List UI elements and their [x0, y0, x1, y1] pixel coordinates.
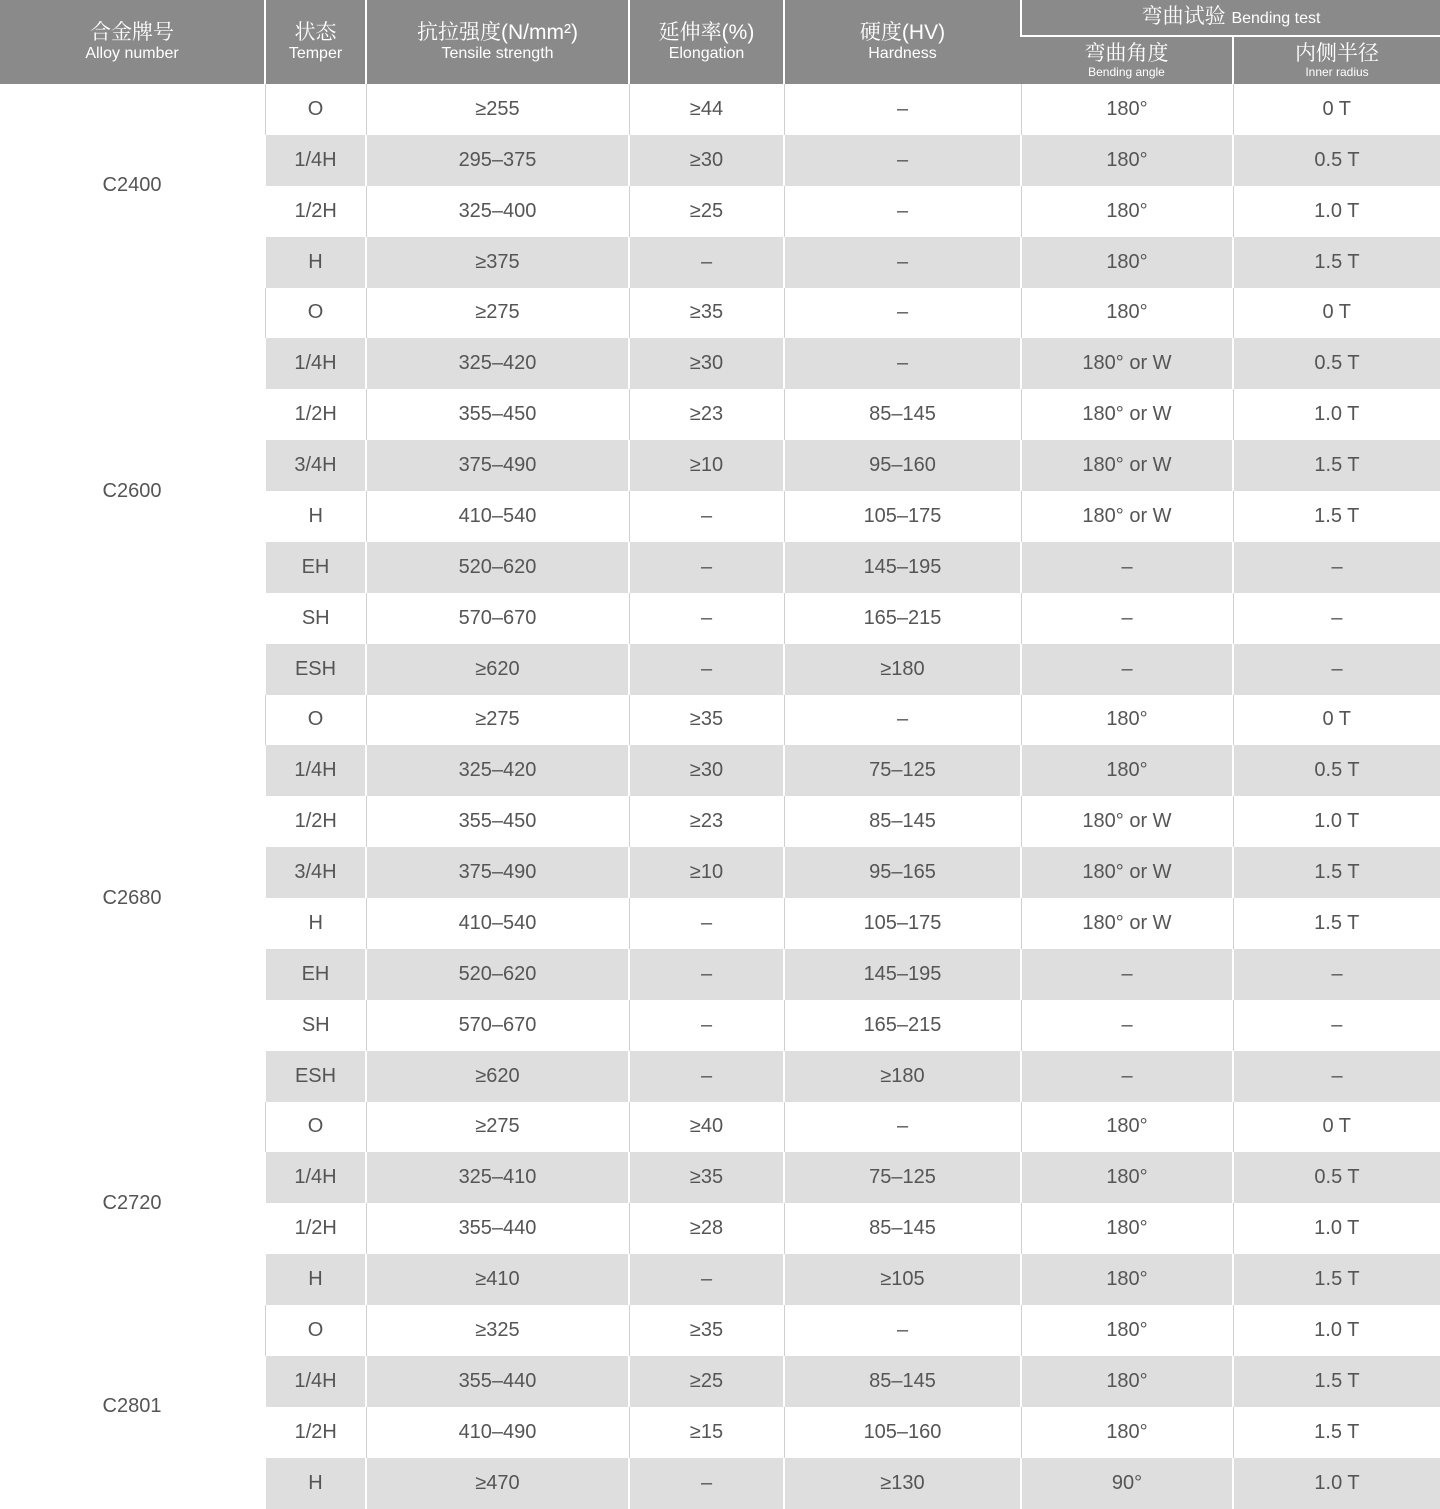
- bending-angle-cell: 180°: [1021, 745, 1233, 796]
- bending-angle-cell: –: [1021, 1000, 1233, 1051]
- elongation-cell: –: [629, 237, 784, 288]
- inner-radius-cell: 0 T: [1233, 84, 1440, 135]
- alloy-cell: C2600: [0, 288, 265, 695]
- elongation-cell: ≥30: [629, 745, 784, 796]
- inner-radius-cell: 1.5 T: [1233, 1254, 1440, 1305]
- hardness-cell: 85–145: [784, 1203, 1021, 1254]
- inner-radius-cell: 1.0 T: [1233, 1203, 1440, 1254]
- temper-cell: 1/4H: [265, 338, 366, 389]
- elongation-cell: –: [629, 593, 784, 644]
- header-hardness: [784, 0, 1021, 84]
- hardness-cell: –: [784, 135, 1021, 186]
- temper-cell: H: [265, 1458, 366, 1509]
- tensile-cell: ≥255: [366, 84, 629, 135]
- header-alloy: [0, 0, 265, 84]
- inner-radius-cell: 0.5 T: [1233, 745, 1440, 796]
- bending-angle-cell: 180°: [1021, 1254, 1233, 1305]
- tensile-cell: ≥275: [366, 1102, 629, 1153]
- temper-cell: ESH: [265, 1051, 366, 1102]
- bending-angle-cell: 180° or W: [1021, 389, 1233, 440]
- tensile-cell: 410–540: [366, 491, 629, 542]
- temper-cell: SH: [265, 1000, 366, 1051]
- hardness-cell: –: [784, 186, 1021, 237]
- inner-radius-cell: 1.5 T: [1233, 1407, 1440, 1458]
- temper-cell: ESH: [265, 644, 366, 695]
- tensile-cell: 295–375: [366, 135, 629, 186]
- table-row: [0, 84, 1440, 135]
- temper-cell: O: [265, 1102, 366, 1153]
- bending-angle-cell: 180°: [1021, 1305, 1233, 1356]
- temper-cell: 3/4H: [265, 847, 366, 898]
- inner-radius-cell: 0 T: [1233, 695, 1440, 746]
- bending-angle-cell: 180° or W: [1021, 338, 1233, 389]
- inner-radius-cell: –: [1233, 1051, 1440, 1102]
- inner-radius-cell: –: [1233, 949, 1440, 1000]
- header-tensile-en: Tensile strength: [441, 44, 554, 62]
- tensile-cell: ≥620: [366, 644, 629, 695]
- hardness-cell: –: [784, 1102, 1021, 1153]
- bending-angle-cell: 180°: [1021, 84, 1233, 135]
- table-header: [0, 0, 1440, 84]
- hardness-cell: 165–215: [784, 593, 1021, 644]
- inner-radius-cell: 1.5 T: [1233, 440, 1440, 491]
- hardness-cell: ≥130: [784, 1458, 1021, 1509]
- header-elongation: [629, 0, 784, 84]
- header-temper-cn: 状态: [294, 20, 337, 44]
- elongation-cell: –: [629, 491, 784, 542]
- inner-radius-cell: 1.5 T: [1233, 491, 1440, 542]
- tensile-cell: 355–450: [366, 389, 629, 440]
- header-bending-en: Bending test: [1231, 10, 1321, 28]
- elongation-cell: –: [629, 1254, 784, 1305]
- header-elongation-en: Elongation: [668, 44, 745, 62]
- hardness-cell: 95–160: [784, 440, 1021, 491]
- hardness-cell: –: [784, 1305, 1021, 1356]
- elongation-cell: ≥35: [629, 1305, 784, 1356]
- hardness-cell: 85–145: [784, 796, 1021, 847]
- hardness-cell: 85–145: [784, 389, 1021, 440]
- tensile-cell: 355–450: [366, 796, 629, 847]
- elongation-cell: ≥30: [629, 338, 784, 389]
- header-hardness-en: Hardness: [868, 44, 937, 62]
- bending-angle-cell: 180°: [1021, 1356, 1233, 1407]
- hardness-cell: 105–175: [784, 898, 1021, 949]
- hardness-cell: –: [784, 338, 1021, 389]
- tensile-cell: ≥375: [366, 237, 629, 288]
- temper-cell: 1/2H: [265, 186, 366, 237]
- elongation-cell: ≥35: [629, 1152, 784, 1203]
- inner-radius-cell: 0.5 T: [1233, 338, 1440, 389]
- tensile-cell: ≥275: [366, 695, 629, 746]
- temper-cell: 1/2H: [265, 389, 366, 440]
- table-body: [0, 84, 1440, 1509]
- inner-radius-cell: 1.0 T: [1233, 186, 1440, 237]
- table-row: [0, 1305, 1440, 1356]
- bending-angle-cell: –: [1021, 593, 1233, 644]
- header-hardness-cn: 硬度(HV): [859, 20, 946, 44]
- bending-angle-cell: 180°: [1021, 1152, 1233, 1203]
- bending-angle-cell: –: [1021, 644, 1233, 695]
- hardness-cell: ≥105: [784, 1254, 1021, 1305]
- table-row: [0, 695, 1440, 746]
- hardness-cell: ≥180: [784, 1051, 1021, 1102]
- inner-radius-cell: 1.0 T: [1233, 1305, 1440, 1356]
- hardness-cell: 75–125: [784, 745, 1021, 796]
- tensile-cell: 570–670: [366, 1000, 629, 1051]
- elongation-cell: –: [629, 542, 784, 593]
- hardness-cell: 105–175: [784, 491, 1021, 542]
- tensile-cell: ≥620: [366, 1051, 629, 1102]
- inner-radius-cell: 1.0 T: [1233, 1458, 1440, 1509]
- bending-angle-cell: 90°: [1021, 1458, 1233, 1509]
- hardness-cell: ≥180: [784, 644, 1021, 695]
- bending-angle-cell: 180°: [1021, 1102, 1233, 1153]
- inner-radius-cell: 1.0 T: [1233, 796, 1440, 847]
- tensile-cell: ≥470: [366, 1458, 629, 1509]
- elongation-cell: ≥25: [629, 1356, 784, 1407]
- elongation-cell: –: [629, 1458, 784, 1509]
- header-temper-en: Temper: [288, 44, 343, 62]
- header-bending-angle-cn: 弯曲角度: [1084, 41, 1169, 65]
- table-row: [0, 288, 1440, 339]
- inner-radius-cell: 0 T: [1233, 1102, 1440, 1153]
- inner-radius-cell: –: [1233, 593, 1440, 644]
- bending-angle-cell: 180°: [1021, 288, 1233, 339]
- header-alloy-cn: 合金牌号: [90, 20, 174, 44]
- hardness-cell: 75–125: [784, 1152, 1021, 1203]
- header-bending-angle: [1021, 36, 1233, 84]
- header-temper: [265, 0, 366, 84]
- header-inner-radius: [1233, 36, 1440, 84]
- elongation-cell: –: [629, 1051, 784, 1102]
- temper-cell: 1/2H: [265, 796, 366, 847]
- inner-radius-cell: –: [1233, 542, 1440, 593]
- table-row: [0, 1102, 1440, 1153]
- tensile-cell: ≥275: [366, 288, 629, 339]
- inner-radius-cell: 1.5 T: [1233, 847, 1440, 898]
- elongation-cell: ≥44: [629, 84, 784, 135]
- tensile-cell: 520–620: [366, 542, 629, 593]
- elongation-cell: ≥35: [629, 288, 784, 339]
- tensile-cell: 325–420: [366, 338, 629, 389]
- temper-cell: H: [265, 491, 366, 542]
- header-bending-cn: 弯曲试验: [1141, 5, 1226, 29]
- bending-angle-cell: –: [1021, 1051, 1233, 1102]
- temper-cell: O: [265, 695, 366, 746]
- temper-cell: SH: [265, 593, 366, 644]
- bending-angle-cell: 180°: [1021, 1407, 1233, 1458]
- bending-angle-cell: 180° or W: [1021, 847, 1233, 898]
- inner-radius-cell: 0.5 T: [1233, 135, 1440, 186]
- tensile-cell: 410–490: [366, 1407, 629, 1458]
- temper-cell: 1/4H: [265, 1152, 366, 1203]
- elongation-cell: ≥28: [629, 1203, 784, 1254]
- inner-radius-cell: 1.5 T: [1233, 237, 1440, 288]
- tensile-cell: 325–400: [366, 186, 629, 237]
- header-tensile-cn: 抗拉强度(N/mm²): [417, 20, 578, 44]
- tensile-cell: ≥325: [366, 1305, 629, 1356]
- elongation-cell: –: [629, 898, 784, 949]
- alloy-cell: C2680: [0, 695, 265, 1102]
- inner-radius-cell: 0.5 T: [1233, 1152, 1440, 1203]
- elongation-cell: ≥23: [629, 389, 784, 440]
- elongation-cell: ≥15: [629, 1407, 784, 1458]
- header-bending-test: [1021, 0, 1440, 36]
- bending-angle-cell: 180°: [1021, 186, 1233, 237]
- inner-radius-cell: 0 T: [1233, 288, 1440, 339]
- elongation-cell: –: [629, 949, 784, 1000]
- temper-cell: 1/2H: [265, 1203, 366, 1254]
- hardness-cell: 165–215: [784, 1000, 1021, 1051]
- hardness-cell: –: [784, 695, 1021, 746]
- temper-cell: H: [265, 237, 366, 288]
- elongation-cell: ≥30: [629, 135, 784, 186]
- temper-cell: H: [265, 898, 366, 949]
- temper-cell: O: [265, 84, 366, 135]
- header-elongation-cn: 延伸率(%): [658, 20, 755, 44]
- elongation-cell: ≥10: [629, 847, 784, 898]
- header-inner-radius-en: Inner radius: [1305, 64, 1369, 79]
- tensile-cell: 325–420: [366, 745, 629, 796]
- tensile-cell: 375–490: [366, 440, 629, 491]
- tensile-cell: 520–620: [366, 949, 629, 1000]
- elongation-cell: –: [629, 1000, 784, 1051]
- tensile-cell: 375–490: [366, 847, 629, 898]
- temper-cell: EH: [265, 949, 366, 1000]
- bending-angle-cell: 180°: [1021, 1203, 1233, 1254]
- tensile-cell: 570–670: [366, 593, 629, 644]
- bending-angle-cell: 180°: [1021, 695, 1233, 746]
- hardness-cell: –: [784, 288, 1021, 339]
- temper-cell: 1/4H: [265, 745, 366, 796]
- hardness-cell: –: [784, 237, 1021, 288]
- hardness-cell: 145–195: [784, 949, 1021, 1000]
- elongation-cell: –: [629, 644, 784, 695]
- tensile-cell: 355–440: [366, 1203, 629, 1254]
- alloy-cell: C2720: [0, 1102, 265, 1306]
- inner-radius-cell: 1.5 T: [1233, 898, 1440, 949]
- temper-cell: EH: [265, 542, 366, 593]
- bending-angle-cell: 180° or W: [1021, 898, 1233, 949]
- header-alloy-en: Alloy number: [85, 44, 179, 62]
- tensile-cell: 410–540: [366, 898, 629, 949]
- tensile-cell: 355–440: [366, 1356, 629, 1407]
- elongation-cell: ≥23: [629, 796, 784, 847]
- hardness-cell: 85–145: [784, 1356, 1021, 1407]
- alloy-cell: C2400: [0, 84, 265, 288]
- header-tensile: [366, 0, 629, 84]
- tensile-cell: 325–410: [366, 1152, 629, 1203]
- bending-angle-cell: –: [1021, 949, 1233, 1000]
- bending-angle-cell: 180° or W: [1021, 491, 1233, 542]
- temper-cell: 1/2H: [265, 1407, 366, 1458]
- temper-cell: O: [265, 1305, 366, 1356]
- bending-angle-cell: 180°: [1021, 135, 1233, 186]
- temper-cell: 3/4H: [265, 440, 366, 491]
- temper-cell: H: [265, 1254, 366, 1305]
- hardness-cell: 95–165: [784, 847, 1021, 898]
- hardness-cell: 105–160: [784, 1407, 1021, 1458]
- bending-angle-cell: 180°: [1021, 237, 1233, 288]
- inner-radius-cell: 1.5 T: [1233, 1356, 1440, 1407]
- temper-cell: 1/4H: [265, 135, 366, 186]
- bending-angle-cell: 180° or W: [1021, 796, 1233, 847]
- hardness-cell: 145–195: [784, 542, 1021, 593]
- elongation-cell: ≥10: [629, 440, 784, 491]
- inner-radius-cell: 1.0 T: [1233, 389, 1440, 440]
- elongation-cell: ≥25: [629, 186, 784, 237]
- temper-cell: O: [265, 288, 366, 339]
- header-bending-angle-en: Bending angle: [1088, 64, 1165, 79]
- inner-radius-cell: –: [1233, 644, 1440, 695]
- temper-cell: 1/4H: [265, 1356, 366, 1407]
- elongation-cell: ≥40: [629, 1102, 784, 1153]
- header-inner-radius-cn: 内侧半径: [1295, 41, 1379, 65]
- tensile-cell: ≥410: [366, 1254, 629, 1305]
- inner-radius-cell: –: [1233, 1000, 1440, 1051]
- hardness-cell: –: [784, 84, 1021, 135]
- alloy-cell: C2801: [0, 1305, 265, 1509]
- elongation-cell: ≥35: [629, 695, 784, 746]
- bending-angle-cell: 180° or W: [1021, 440, 1233, 491]
- bending-angle-cell: –: [1021, 542, 1233, 593]
